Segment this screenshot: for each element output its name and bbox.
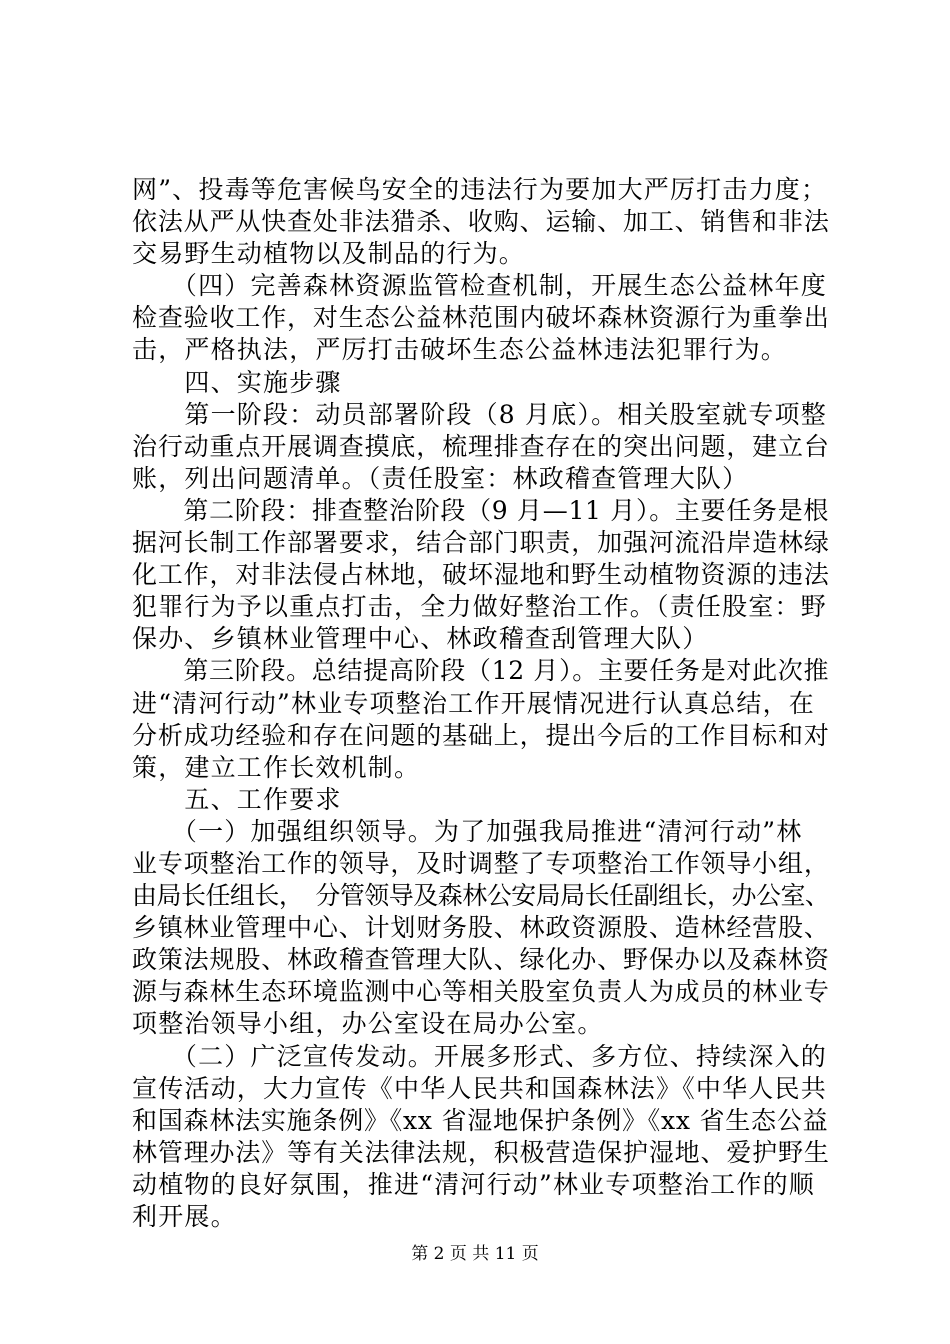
text-line: 账，列出问题清单。（责任股室：林政稽查管理大队） [132, 463, 749, 493]
text-line: 策，建立工作长效机制。 [132, 752, 421, 782]
text-line: 第三阶段。总结提高阶段（12 月）。主要任务是对此次推 [132, 656, 830, 686]
text-line: 网”、投毒等危害候鸟安全的违法行为要加大严厉打击力度； [132, 175, 828, 204]
text-line: 乡镇林业管理中心、计划财务股、林政资源股、造林经营股、 [132, 913, 830, 943]
text-line: 业专项整治工作的领导，及时调整了专项整治工作领导小组， [132, 848, 830, 878]
text-line: 第一阶段：动员部署阶段（8 月底）。相关股室就专项整 [132, 399, 827, 429]
text-line: 和国森林法实施条例》《xx 省湿地保护条例》《xx 省生态公益 [132, 1105, 829, 1135]
section-heading: 四、实施步骤 [132, 367, 342, 397]
text-line: 犯罪行为予以重点打击，全力做好整治工作。（责任股室：野 [132, 592, 827, 622]
text-line: 交易野生动植物以及制品的行为。 [132, 239, 526, 269]
text-line: 利开展。 [132, 1202, 237, 1231]
text-line: （二）广泛宣传发动。开展多形式、多方位、持续深入的 [132, 1041, 827, 1071]
text-line: 据河长制工作部署要求，结合部门职责，加强河流沿岸造林绿 [132, 528, 830, 558]
section-heading: 五、工作要求 [132, 784, 342, 814]
document-body [132, 174, 832, 1233]
text-line: 保办、乡镇林业管理中心、林政稽查刮管理大队） [132, 624, 709, 654]
text-line: 化工作，对非法侵占林地，破坏湿地和野生动植物资源的违法 [132, 560, 830, 590]
page-number-footer: 第 2 页 共 11 页 [411, 1244, 539, 1264]
text-line: 由局长任组长， 分管领导及森林公安局局长任副组长，办公室、 [132, 881, 830, 911]
text-line: 林管理办法》等有关法律法规，积极营造保护湿地、爱护野生 [132, 1137, 830, 1167]
text-line: （四）完善森林资源监管检查机制，开展生态公益林年度 [132, 271, 827, 301]
text-line: 依法从严从快查处非法猎杀、收购、运输、加工、销售和非法 [132, 207, 830, 237]
text-line: 第二阶段：排查整治阶段（9 月—11 月）。主要任务是根 [132, 495, 830, 525]
text-line: 宣传活动，大力宣传《中华人民共和国森林法》《中华人民共 [132, 1073, 827, 1103]
text-line: 检查验收工作，对生态公益林范围内破坏森林资源行为重拳出 [132, 303, 830, 333]
text-line: 动植物的良好氛围，推进“清河行动”林业专项整治工作的顺 [132, 1169, 815, 1199]
text-line: 进“清河行动”林业专项整治工作开展情况进行认真总结，在 [132, 688, 815, 718]
text-line: 击，严格执法，严厉打击破坏生态公益林违法犯罪行为。 [132, 335, 788, 365]
text-line: 分析成功经验和存在问题的基础上，提出今后的工作目标和对 [132, 720, 830, 750]
text-line: （一）加强组织领导。为了加强我局推进“清河行动”林 [132, 816, 803, 846]
text-line: 源与森林生态环境监测中心等相关股室负责人为成员的林业专 [132, 977, 830, 1007]
text-line: 项整治领导小组，办公室设在局办公室。 [132, 1009, 604, 1039]
text-line: 政策法规股、林政稽查管理大队、绿化办、野保办以及森林资 [132, 945, 830, 975]
text-line: 治行动重点开展调查摸底，梳理排查存在的突出问题，建立台 [132, 431, 830, 461]
